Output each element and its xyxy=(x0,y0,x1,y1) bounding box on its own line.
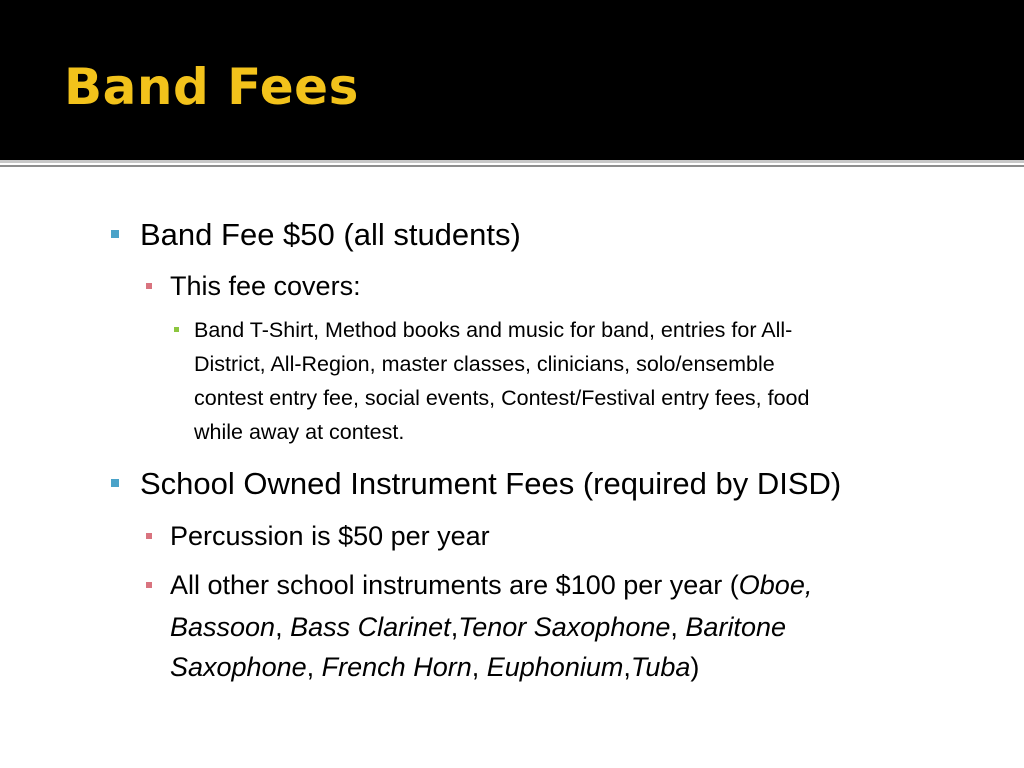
instrument-oboe: Oboe xyxy=(738,570,805,600)
bullet-percussion: Percussion is $50 per year xyxy=(170,521,490,551)
level2-bullet-icon xyxy=(146,533,152,539)
instrument-bass-clarinet: Bass Clarinet xyxy=(290,612,451,642)
level3-bullet-icon xyxy=(174,327,179,332)
comma: , xyxy=(623,652,631,682)
other-instruments-text: All other school instruments are $100 per year ( xyxy=(170,570,739,600)
fee-details-line: Band T-Shirt, Method books and music for band, entries for All- xyxy=(194,318,793,342)
level2-bullet-icon xyxy=(146,283,152,289)
level1-bullet-icon xyxy=(111,479,119,487)
bullet-band-fee: Band Fee $50 (all students) xyxy=(140,217,521,252)
comma: , xyxy=(275,612,283,642)
other-instruments-line-3 xyxy=(170,649,699,685)
slide-title: Band Fees xyxy=(64,58,359,116)
instrument-tuba: Tuba xyxy=(630,652,691,682)
instrument-bassoon: Bassoon xyxy=(170,612,276,642)
other-instruments-line-2 xyxy=(170,609,786,645)
bullet-other-instruments xyxy=(170,567,812,603)
fee-details-line: contest entry fee, social events, Contest/Festival entry fees, food xyxy=(194,386,810,410)
comma: , xyxy=(670,612,678,642)
level1-bullet-icon xyxy=(111,230,119,238)
instrument-euphonium: Euphonium xyxy=(486,652,624,682)
comma: , xyxy=(306,652,315,682)
instrument-saxophone: Saxophone xyxy=(170,652,307,682)
instrument-tenor-saxophone: Tenor Saxophone xyxy=(458,612,671,642)
instrument-baritone: Baritone xyxy=(685,612,786,642)
bullet-instrument-fees: School Owned Instrument Fees (required by DISD) xyxy=(140,466,842,501)
comma: , xyxy=(804,570,813,600)
fee-details-line: while away at contest. xyxy=(194,420,405,444)
fee-details-line: District, All-Region, master classes, clinicians, solo/ensemble xyxy=(194,352,775,376)
instrument-french-horn: French Horn xyxy=(321,652,472,682)
comma: , xyxy=(471,652,480,682)
level2-bullet-icon xyxy=(146,582,152,588)
comma: , xyxy=(450,612,459,642)
close-paren: ) xyxy=(690,652,700,682)
bullet-fee-covers: This fee covers: xyxy=(170,271,361,301)
